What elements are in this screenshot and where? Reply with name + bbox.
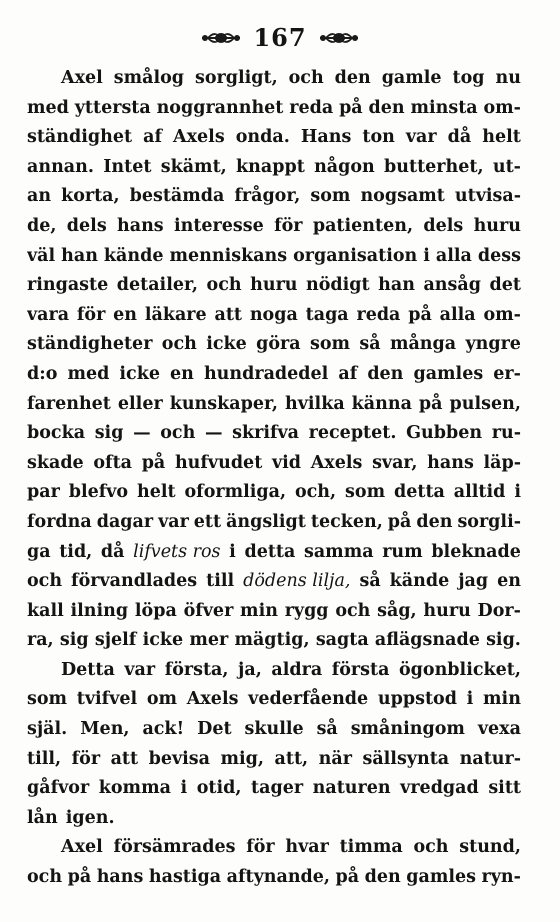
word: aldra <box>271 659 323 680</box>
word: på <box>339 97 363 118</box>
word: huru <box>250 275 298 296</box>
text-line <box>27 242 521 272</box>
word: sagta <box>315 630 369 651</box>
word: var <box>124 659 156 680</box>
word: väl <box>27 245 56 266</box>
word: min <box>483 689 521 710</box>
word: löpa <box>134 600 177 621</box>
word: d:o <box>27 363 58 384</box>
text-line <box>27 182 521 212</box>
word: vara <box>27 304 70 325</box>
word: som <box>345 482 386 503</box>
word: helt <box>482 127 521 148</box>
word: skrifva <box>232 423 300 444</box>
word: som <box>309 334 351 355</box>
word: blefvo <box>68 482 129 503</box>
word: för <box>76 304 106 325</box>
word: på <box>141 452 166 473</box>
word: ryn- <box>481 867 521 888</box>
word: svar, <box>372 452 418 473</box>
word: förvandlades <box>71 571 198 592</box>
word: mig, <box>220 748 265 769</box>
word: ja, <box>238 659 262 680</box>
word: dels <box>66 215 107 236</box>
word: farenhet <box>27 393 111 414</box>
word: att, <box>274 748 309 769</box>
text-line <box>27 656 521 686</box>
word: ett <box>193 511 222 532</box>
word: till <box>206 571 235 592</box>
word: noggrannhet <box>156 97 284 118</box>
word: yngre <box>465 334 521 355</box>
word: icke <box>119 363 160 384</box>
word: småningom <box>350 719 465 740</box>
word: den <box>368 97 405 118</box>
word: gamles <box>413 363 484 384</box>
word: så <box>359 334 381 355</box>
word: sjelf <box>94 630 137 651</box>
ornament-icon <box>201 29 241 47</box>
word: nödigt <box>306 275 370 296</box>
word: af <box>143 127 162 148</box>
word: i <box>180 778 188 799</box>
word: första, <box>164 659 229 680</box>
word: bleknade <box>431 541 521 562</box>
word: med <box>67 363 110 384</box>
word: huru <box>423 600 471 621</box>
word: taga <box>305 304 349 325</box>
word: kunskaper, <box>169 393 278 414</box>
word: såg, <box>377 600 417 621</box>
word: många <box>389 334 457 355</box>
word: aftynande, <box>226 867 331 888</box>
word: natur- <box>459 748 521 769</box>
body-text <box>27 64 521 893</box>
word: huru <box>473 215 521 236</box>
word: frågor, <box>234 186 301 207</box>
word: minsta <box>410 97 478 118</box>
word: butterhet, <box>384 156 484 177</box>
word: och, <box>294 482 337 503</box>
word: bestämda <box>129 186 225 207</box>
word: ra, <box>27 630 54 651</box>
word: en <box>113 304 138 325</box>
word: en <box>170 363 194 384</box>
word: den <box>416 511 453 532</box>
text-line <box>27 567 521 597</box>
word: vexa <box>477 719 521 740</box>
word: ögonblicket, <box>399 659 521 680</box>
word: ilning <box>70 600 129 621</box>
word: lån <box>27 807 58 828</box>
text-line <box>27 774 521 804</box>
word: komma <box>98 778 171 799</box>
word: icke <box>206 334 247 355</box>
word: till, <box>27 748 62 769</box>
text-line <box>27 123 521 153</box>
word: göra <box>256 334 301 355</box>
word: i <box>466 689 474 710</box>
word: vredgad <box>400 778 479 799</box>
word: för <box>246 837 275 858</box>
text-line <box>27 715 521 745</box>
word: Men, <box>80 719 130 740</box>
word: er- <box>493 363 521 384</box>
word: försämrades <box>113 837 236 858</box>
word: i <box>514 482 521 503</box>
word: på <box>408 304 432 325</box>
word: öfver <box>183 600 234 621</box>
word: på <box>418 393 443 414</box>
word: var <box>405 127 437 148</box>
word: annan. <box>27 156 94 177</box>
word: hans <box>96 867 144 888</box>
word: om- <box>483 97 521 118</box>
word: skulle <box>244 719 304 740</box>
word: i <box>423 245 430 266</box>
word: och <box>27 867 63 888</box>
word: sig <box>59 630 89 651</box>
word: och <box>27 571 63 592</box>
word: timma <box>339 837 403 858</box>
word: utvisa- <box>454 186 521 207</box>
word: pulsen, <box>449 393 521 414</box>
word: Gubben <box>406 423 483 444</box>
text-line <box>27 538 521 568</box>
word: smålog <box>113 68 185 88</box>
word: jag <box>458 571 489 592</box>
word: Dor- <box>477 600 521 621</box>
word: ständigheter <box>27 334 153 355</box>
word: par <box>27 482 60 503</box>
word: Det <box>197 719 232 740</box>
word: helt <box>137 482 176 503</box>
word: fordna <box>27 511 92 532</box>
text-line <box>27 301 521 331</box>
word: rygg <box>284 600 329 621</box>
word: menniskans <box>169 245 288 266</box>
word: rum <box>382 541 423 562</box>
word: när <box>318 748 352 769</box>
word: som <box>27 689 68 710</box>
word: af <box>338 363 358 384</box>
word: reda <box>289 97 334 118</box>
word: någon <box>314 156 375 177</box>
word: om- <box>483 304 521 325</box>
word: sällsynta <box>362 748 450 769</box>
word: sig <box>94 423 124 444</box>
text-line <box>27 419 521 449</box>
text-line <box>27 271 521 301</box>
word: det <box>489 275 521 296</box>
word: den <box>367 363 404 384</box>
word: igen. <box>65 807 115 828</box>
text-line <box>27 478 521 508</box>
word: hundradedel <box>203 363 329 384</box>
word: Detta <box>61 659 115 680</box>
word: för <box>71 748 101 769</box>
word: kall <box>27 600 64 621</box>
text-line <box>27 94 521 124</box>
word: Hans <box>300 127 352 148</box>
text-line <box>27 597 521 627</box>
word: ton <box>362 127 395 148</box>
word: med <box>27 97 69 118</box>
text-line <box>27 745 521 775</box>
word: korta, <box>61 186 120 207</box>
text-line <box>27 626 521 656</box>
word: känna <box>351 393 412 414</box>
word: nu <box>495 68 521 88</box>
word: dess <box>477 245 521 266</box>
word: Axel <box>61 68 103 88</box>
word: ack! <box>142 719 185 740</box>
word: för <box>274 215 303 236</box>
word: alltid <box>453 482 506 503</box>
word: gamle <box>381 68 442 88</box>
word: mägtig, <box>234 630 310 651</box>
word: tog <box>452 68 485 88</box>
word: receptet. <box>308 423 397 444</box>
word: han <box>61 245 98 266</box>
word: om <box>146 689 178 710</box>
text-line <box>27 833 521 863</box>
word: Axels <box>173 127 225 148</box>
word: sorgligt, <box>194 68 278 88</box>
word: kände <box>389 571 450 592</box>
word: nogsamt <box>360 186 445 207</box>
word: i <box>229 541 236 562</box>
word: min <box>240 600 278 621</box>
word: han <box>378 275 415 296</box>
word: tid, <box>59 541 93 562</box>
word: ofta <box>93 452 132 473</box>
word: hvar <box>285 837 329 858</box>
word: samma <box>303 541 374 562</box>
word: hvilka <box>285 393 345 414</box>
word: att <box>214 304 242 325</box>
word: ga <box>27 541 51 562</box>
word: själ. <box>27 719 68 740</box>
word: oformliga, <box>184 482 287 503</box>
word: hufvudet <box>174 452 263 473</box>
word: onda. <box>235 127 290 148</box>
word: första <box>331 659 390 680</box>
word: alla <box>439 304 476 325</box>
text-line <box>27 153 521 183</box>
word: och <box>206 275 242 296</box>
word: hastiga <box>148 867 222 888</box>
word: bocka <box>27 423 86 444</box>
word: ru- <box>491 423 521 444</box>
word: patienten, <box>312 215 414 236</box>
word: hans <box>117 215 164 236</box>
word: gåfvor <box>27 778 90 799</box>
word: naturen <box>312 778 391 799</box>
word: den <box>364 867 401 888</box>
word: sorgli- <box>457 511 521 532</box>
text-line <box>27 449 521 479</box>
text-line <box>27 508 521 538</box>
word: detailer, <box>116 275 199 296</box>
word: otid, <box>196 778 242 799</box>
word: så <box>359 571 381 592</box>
word: uppstod <box>377 689 457 710</box>
word: tecken, <box>310 511 383 532</box>
word: skade <box>27 452 84 473</box>
word: detta <box>394 482 445 503</box>
word: som <box>310 186 351 207</box>
word: — <box>204 423 223 444</box>
text-line <box>27 863 521 893</box>
word: ut- <box>492 156 521 177</box>
word: hans <box>427 452 474 473</box>
word: dels <box>423 215 464 236</box>
word: Axel <box>61 837 103 858</box>
word: ständighet <box>27 127 133 148</box>
word: Axels <box>186 689 239 710</box>
word: och <box>161 334 197 355</box>
word: icke <box>142 630 184 651</box>
word: de, <box>27 215 57 236</box>
text-line <box>27 685 521 715</box>
word: — <box>133 423 151 444</box>
text-line <box>27 804 521 834</box>
word: gamles <box>406 867 477 888</box>
word: då <box>447 127 472 148</box>
word: yttersta <box>74 97 151 118</box>
italic-word: lifvets ros <box>133 541 221 562</box>
word: då <box>100 541 125 562</box>
word: läp- <box>483 452 521 473</box>
text-line <box>27 330 521 360</box>
word: vederfående <box>248 689 369 710</box>
word: att <box>110 748 139 769</box>
word: interesse <box>173 215 264 236</box>
word: läkare <box>144 304 207 325</box>
word: tager <box>251 778 304 799</box>
word: sig. <box>486 630 521 651</box>
word: bevisa <box>148 748 210 769</box>
text-line <box>27 64 521 94</box>
word: alla <box>435 245 472 266</box>
word: skämt, <box>160 156 227 177</box>
word: ansåg <box>423 275 481 296</box>
word: eller <box>117 393 163 414</box>
word: detta <box>244 541 296 562</box>
word: kände <box>103 245 164 266</box>
word: reda <box>356 304 401 325</box>
word: organisation <box>293 245 418 266</box>
word: och <box>160 423 196 444</box>
word: på <box>335 867 360 888</box>
italic-word: dödens lilja, <box>243 571 351 592</box>
word: vid <box>271 452 302 473</box>
word: den <box>334 68 371 88</box>
word: an <box>27 186 52 207</box>
word: ringaste <box>27 275 109 296</box>
word: var <box>158 511 189 532</box>
word: och <box>413 837 449 858</box>
text-line <box>27 212 521 242</box>
word: så <box>316 719 338 740</box>
word: mer <box>189 630 229 651</box>
word: på <box>387 511 412 532</box>
ornament-icon <box>319 29 359 47</box>
text-line <box>27 390 521 420</box>
word: och <box>288 68 324 88</box>
word: och <box>335 600 371 621</box>
word: dagar <box>96 511 154 532</box>
word: noga <box>249 304 298 325</box>
word: aflägsnade <box>374 630 480 651</box>
word: Axels <box>310 452 363 473</box>
word: stund, <box>459 837 521 858</box>
word: tvifvel <box>76 689 138 710</box>
word: sitt <box>488 778 521 799</box>
word: ängsligt <box>226 511 306 532</box>
text-line <box>27 360 521 390</box>
word: Intet <box>103 156 152 177</box>
word: en <box>497 571 521 592</box>
page-header <box>0 23 560 52</box>
word: på <box>67 867 92 888</box>
word: knappt <box>236 156 305 177</box>
page-number: 167 <box>253 23 307 52</box>
